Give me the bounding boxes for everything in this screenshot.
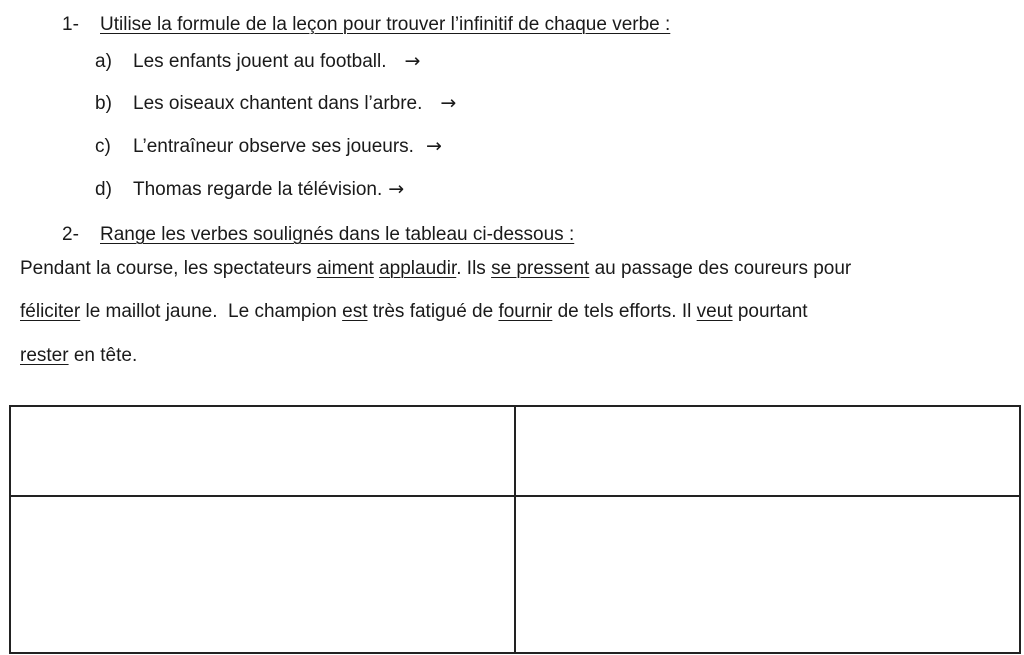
paragraph-text: en tête. <box>68 345 138 366</box>
underlined-verb: aiment <box>316 258 374 279</box>
paragraph-text: Pendant la course, les spectateurs <box>20 258 317 279</box>
exercise-1-item-b <box>95 92 456 115</box>
exercise-1-number: 1- <box>62 14 79 35</box>
answer-table <box>9 405 1021 654</box>
item-sentence: Les enfants jouent au football. <box>133 51 387 72</box>
exercise-1-item-d <box>95 178 404 201</box>
underlined-verb: féliciter <box>20 301 81 322</box>
underlined-verb: se pressent <box>491 258 590 279</box>
paragraph-text: très fatigué de <box>367 301 499 322</box>
table-row <box>10 496 1020 653</box>
item-letter: d) <box>95 179 112 200</box>
underlined-verb: veut <box>696 301 733 322</box>
right-arrow-icon: → <box>425 135 442 157</box>
right-arrow-icon: → <box>388 178 405 200</box>
exercise-2-instruction: Range les verbes soulignés dans le tableau ci-dessous : <box>100 224 575 245</box>
item-sentence: L’entraîneur observe ses joueurs. <box>133 136 414 157</box>
exercise-2-number: 2- <box>62 224 79 245</box>
exercise-1-heading <box>62 14 670 36</box>
underlined-verb: est <box>342 301 368 322</box>
item-sentence: Thomas regarde la télévision. <box>133 179 383 200</box>
exercise-1-instruction: Utilise la formule de la leçon pour trouver l’infinitif de chaque verbe : <box>100 14 671 35</box>
item-sentence: Les oiseaux chantent dans l’arbre. <box>133 93 423 114</box>
exercise-2-heading <box>62 224 574 246</box>
exercise-1-item-a <box>95 50 420 73</box>
underlined-verb: applaudir <box>379 258 457 279</box>
right-arrow-icon: → <box>404 50 421 72</box>
exercise-1-item-c <box>95 135 442 158</box>
paragraph-text: le maillot jaune. Le champion <box>80 301 343 322</box>
item-letter: a) <box>95 51 112 72</box>
paragraph-line-2 <box>20 301 808 323</box>
paragraph-text: . Ils <box>456 258 492 279</box>
paragraph-line-3 <box>20 345 137 367</box>
table-cell[interactable] <box>515 496 1020 653</box>
table-row <box>10 406 1020 496</box>
underlined-verb: fournir <box>498 301 553 322</box>
item-letter: c) <box>95 136 111 157</box>
paragraph-text: au passage des coureurs pour <box>589 258 852 279</box>
item-letter: b) <box>95 93 112 114</box>
table-cell[interactable] <box>10 406 515 496</box>
paragraph-text: de tels efforts. Il <box>552 301 697 322</box>
paragraph-text: pourtant <box>732 301 808 322</box>
underlined-verb: rester <box>20 345 69 366</box>
paragraph-line-1 <box>20 258 851 280</box>
table-cell[interactable] <box>515 406 1020 496</box>
right-arrow-icon: → <box>440 92 457 114</box>
table-cell[interactable] <box>10 496 515 653</box>
